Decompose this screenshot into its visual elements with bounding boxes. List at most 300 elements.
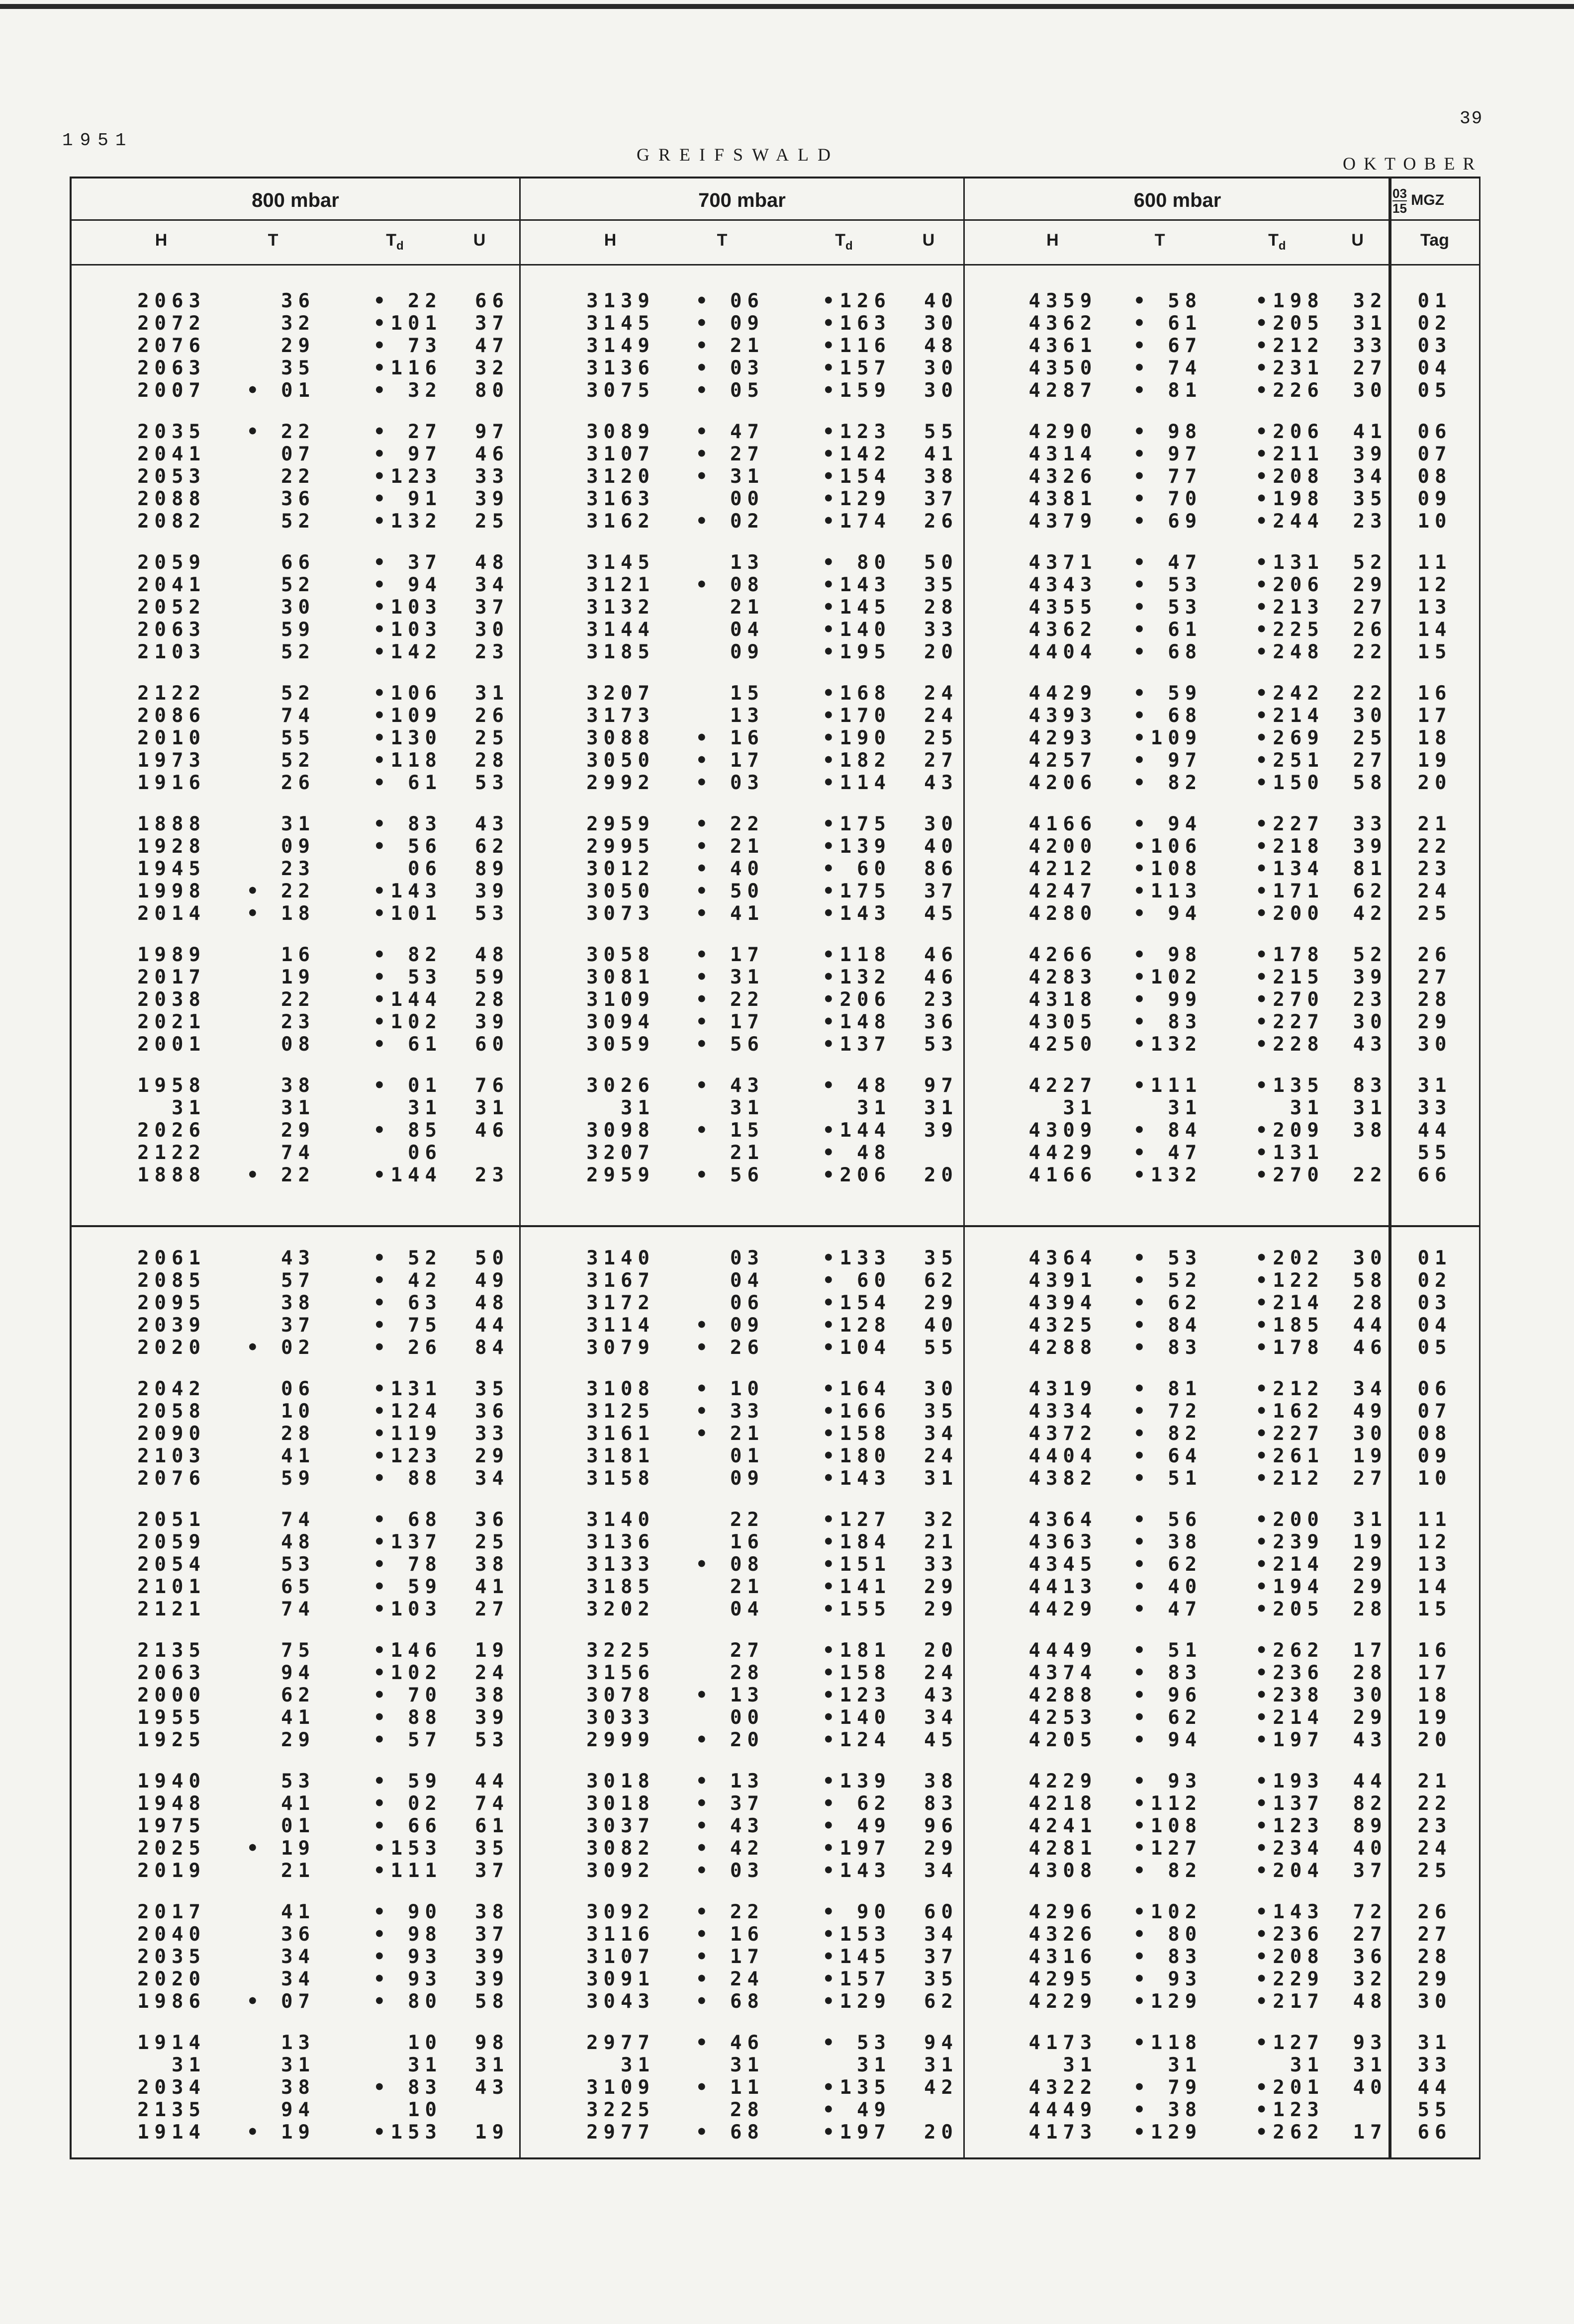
- cell-600-td: •218: [1255, 835, 1324, 858]
- cell-600-t: •102: [1133, 966, 1203, 988]
- cell-600-h: 4325: [1028, 1314, 1098, 1337]
- cell-700-t: • 50: [696, 880, 764, 902]
- cell-600-t: • 53: [1133, 1247, 1203, 1269]
- cell-600-t: •132: [1133, 1033, 1203, 1056]
- table-row: [72, 1640, 1479, 1662]
- cell-800-t: 31: [281, 813, 315, 835]
- cell-800-u: 39: [475, 880, 509, 902]
- table-row: [72, 619, 1479, 641]
- cell-600-u: 30: [1353, 379, 1388, 402]
- table-row: [72, 1662, 1479, 1684]
- cell-700-td: •139: [823, 835, 891, 858]
- cell-700-t: 00: [730, 488, 764, 510]
- cell-700-td: •143: [823, 1467, 891, 1490]
- cell-600-td: •200: [1255, 902, 1324, 925]
- cell-600-t: 31: [1168, 1097, 1203, 1119]
- cell-600-h: 4241: [1028, 1815, 1098, 1837]
- cell-700-u: 27: [924, 749, 958, 772]
- cell-800-td: •123: [373, 1445, 442, 1467]
- cell-700-td: •197: [823, 1837, 891, 1860]
- cell-800-td: 06: [408, 1142, 442, 1164]
- cell-800-t: 13: [281, 2032, 315, 2054]
- cell-600-u: 49: [1353, 1400, 1388, 1423]
- cell-700-td: •129: [823, 1990, 891, 2013]
- cell-600-u: 93: [1353, 2032, 1388, 2054]
- cell-800-td: 06: [408, 858, 442, 880]
- cell-800-t: 38: [281, 1074, 315, 1097]
- cell-700-h: 3109: [586, 2076, 655, 2099]
- table-row: [72, 466, 1479, 488]
- cell-tag: 09: [1417, 488, 1452, 510]
- cell-700-h: 3089: [586, 421, 655, 443]
- cell-600-u: 33: [1353, 335, 1388, 357]
- cell-700-h: 3140: [586, 1509, 655, 1531]
- cell-700-h: 3125: [586, 1400, 655, 1423]
- cell-800-u: 43: [475, 813, 509, 835]
- cell-600-t: • 94: [1133, 902, 1203, 925]
- cell-tag: 15: [1417, 641, 1452, 663]
- cell-700-u: 41: [924, 443, 958, 465]
- cell-800-h: 2010: [137, 727, 206, 749]
- cell-700-td: •153: [823, 1923, 891, 1946]
- cell-700-t: • 22: [696, 1901, 764, 1923]
- cell-600-h: 4429: [1028, 682, 1098, 705]
- cell-800-t: 36: [281, 1923, 315, 1946]
- sounding-table: [70, 177, 1481, 2159]
- cell-tag: 13: [1417, 1553, 1452, 1576]
- cell-700-h: 3136: [586, 357, 655, 379]
- table-row: [72, 2122, 1479, 2144]
- cell-600-u: 29: [1353, 1553, 1388, 1576]
- cell-700-u: 33: [924, 619, 958, 641]
- table-row: [72, 2077, 1479, 2099]
- cell-700-t: • 17: [696, 749, 764, 772]
- cell-800-h: 1955: [137, 1706, 206, 1729]
- cell-600-t: • 80: [1133, 1923, 1203, 1946]
- cell-700-h: 3082: [586, 1837, 655, 1860]
- cell-700-t: • 11: [696, 2076, 764, 2099]
- cell-800-h: 2017: [137, 966, 206, 988]
- cell-700-h: 2992: [586, 772, 655, 794]
- cell-700-u: 48: [924, 335, 958, 357]
- cell-600-h: 4229: [1028, 1990, 1098, 2013]
- cell-600-h: 4449: [1028, 1639, 1098, 1662]
- cell-tag: 23: [1417, 858, 1452, 880]
- cell-600-t: • 93: [1133, 1770, 1203, 1792]
- cell-600-td: •234: [1255, 1837, 1324, 1860]
- cell-800-td: • 22: [373, 290, 442, 312]
- cell-tag: 31: [1417, 1074, 1452, 1097]
- cell-700-td: •143: [823, 1860, 891, 1882]
- cell-600-t: • 82: [1133, 772, 1203, 794]
- cell-800-h: 1989: [137, 944, 206, 966]
- cell-tag: 10: [1417, 1467, 1452, 1490]
- cell-700-h: 2995: [586, 835, 655, 858]
- cell-600-td: •213: [1255, 596, 1324, 619]
- cell-700-u: 29: [924, 1598, 958, 1620]
- cell-800-td: •153: [373, 2121, 442, 2144]
- cell-600-u: 39: [1353, 835, 1388, 858]
- table-row: [72, 511, 1479, 533]
- cell-600-h: 4429: [1028, 1142, 1098, 1164]
- cell-700-u: 86: [924, 858, 958, 880]
- cell-600-u: 19: [1353, 1531, 1388, 1553]
- cell-800-u: 32: [475, 357, 509, 379]
- cell-800-t: 22: [281, 465, 315, 488]
- cell-800-h: 2034: [137, 2076, 206, 2099]
- cell-600-u: 22: [1353, 641, 1388, 663]
- cell-800-t: • 19: [247, 1837, 315, 1860]
- cell-700-td: • 60: [823, 1269, 891, 1292]
- table-row: [72, 1815, 1479, 1837]
- cell-tag: 02: [1417, 312, 1452, 335]
- cell-700-u: 37: [924, 1946, 958, 1968]
- cell-tag: 10: [1417, 510, 1452, 533]
- cell-800-td: •142: [373, 641, 442, 663]
- cell-tag: 04: [1417, 1314, 1452, 1337]
- cell-700-td: •159: [823, 379, 891, 402]
- cell-700-t: • 42: [696, 1837, 764, 1860]
- cell-600-td: •208: [1255, 1946, 1324, 1968]
- cell-600-h: 4212: [1028, 858, 1098, 880]
- cell-700-td: •137: [823, 1033, 891, 1056]
- cell-700-u: 20: [924, 1164, 958, 1186]
- cell-600-u: 19: [1353, 1445, 1388, 1467]
- cell-700-u: 30: [924, 357, 958, 379]
- cell-700-u: 24: [924, 1662, 958, 1684]
- cell-600-t: • 84: [1133, 1314, 1203, 1337]
- cell-800-h: 2020: [137, 1337, 206, 1359]
- cell-800-h: 2076: [137, 335, 206, 357]
- cell-800-td: • 42: [373, 1269, 442, 1292]
- cell-600-td: •171: [1255, 880, 1324, 902]
- cell-700-td: •116: [823, 335, 891, 357]
- cell-800-t: 26: [281, 772, 315, 794]
- cell-700-td: •132: [823, 966, 891, 988]
- cell-800-td: • 83: [373, 2076, 442, 2099]
- cell-700-td: •141: [823, 1576, 891, 1598]
- cell-800-h: 1928: [137, 835, 206, 858]
- cell-800-td: • 01: [373, 1074, 442, 1097]
- cell-700-t: 06: [730, 1292, 764, 1314]
- cell-800-td: • 59: [373, 1576, 442, 1598]
- cell-800-td: •103: [373, 619, 442, 641]
- cell-600-u: 34: [1353, 465, 1388, 488]
- cell-600-h: 4280: [1028, 902, 1098, 925]
- cell-600-td: •205: [1255, 312, 1324, 335]
- cell-800-h: 31: [172, 1097, 206, 1119]
- cell-800-u: 80: [475, 379, 509, 402]
- cell-800-td: •123: [373, 465, 442, 488]
- cell-800-t: 75: [281, 1639, 315, 1662]
- cell-800-h: 2000: [137, 1684, 206, 1706]
- cell-800-td: • 27: [373, 421, 442, 443]
- cell-800-u: 43: [475, 2076, 509, 2099]
- cell-600-td: •214: [1255, 1292, 1324, 1314]
- cell-700-u: 24: [924, 1445, 958, 1467]
- cell-700-u: 40: [924, 835, 958, 858]
- cell-800-u: 37: [475, 1860, 509, 1882]
- group-header-600: 600 mbar: [1133, 189, 1221, 211]
- cell-700-t: • 03: [696, 357, 764, 379]
- cell-600-u: 23: [1353, 988, 1388, 1011]
- cell-800-t: • 22: [247, 1164, 315, 1186]
- cell-800-u: 28: [475, 749, 509, 772]
- cell-600-u: 36: [1353, 1946, 1388, 1968]
- cell-800-u: 53: [475, 1729, 509, 1751]
- cell-700-td: •140: [823, 1706, 891, 1729]
- cell-600-u: 52: [1353, 944, 1388, 966]
- cell-600-t: • 77: [1133, 465, 1203, 488]
- table-row: [72, 727, 1479, 749]
- cell-800-u: 34: [475, 1467, 509, 1490]
- cell-700-td: • 49: [823, 1815, 891, 1837]
- cell-800-u: 39: [475, 1706, 509, 1729]
- cell-600-t: • 53: [1133, 574, 1203, 596]
- cell-600-t: •109: [1133, 727, 1203, 749]
- cell-800-td: • 85: [373, 1119, 442, 1142]
- cell-800-u: 59: [475, 966, 509, 988]
- cell-700-u: 34: [924, 1860, 958, 1882]
- cell-700-h: 3050: [586, 749, 655, 772]
- cell-800-h: 2086: [137, 705, 206, 727]
- cell-tag: 33: [1417, 2054, 1452, 2076]
- cell-tag: 21: [1417, 813, 1452, 835]
- cell-600-t: • 83: [1133, 1662, 1203, 1684]
- cell-700-u: 83: [924, 1792, 958, 1815]
- cell-600-t: • 83: [1133, 1337, 1203, 1359]
- cell-600-t: • 81: [1133, 1378, 1203, 1400]
- cell-600-u: 44: [1353, 1770, 1388, 1792]
- cell-600-u: 23: [1353, 510, 1388, 533]
- cell-600-t: •106: [1133, 835, 1203, 858]
- cell-800-t: 38: [281, 1292, 315, 1314]
- cell-800-td: • 37: [373, 551, 442, 574]
- col-header-800-t: T: [268, 231, 278, 250]
- cell-800-t: 38: [281, 2076, 315, 2099]
- cell-700-u: 94: [924, 2032, 958, 2054]
- cell-600-h: 4404: [1028, 641, 1098, 663]
- cell-800-t: 53: [281, 1553, 315, 1576]
- cell-600-td: •131: [1255, 551, 1324, 574]
- cell-600-t: • 83: [1133, 1011, 1203, 1033]
- cell-tag: 09: [1417, 1445, 1452, 1467]
- table-row: [72, 358, 1479, 379]
- cell-600-u: 32: [1353, 290, 1388, 312]
- cell-600-td: •201: [1255, 2076, 1324, 2099]
- cell-700-u: 23: [924, 988, 958, 1011]
- cell-800-h: 1975: [137, 1815, 206, 1837]
- cell-700-h: 3163: [586, 488, 655, 510]
- cell-600-u: 46: [1353, 1337, 1388, 1359]
- cell-700-u: 45: [924, 902, 958, 925]
- cell-700-u: 38: [924, 465, 958, 488]
- cell-600-u: 29: [1353, 574, 1388, 596]
- cell-tag: 20: [1417, 1729, 1452, 1751]
- cell-700-t: • 47: [696, 421, 764, 443]
- cell-600-h: 4393: [1028, 705, 1098, 727]
- cell-800-t: 52: [281, 574, 315, 596]
- cell-700-u: 62: [924, 1269, 958, 1292]
- cell-700-h: 3107: [586, 443, 655, 465]
- table-row: [72, 1164, 1479, 1186]
- cell-800-h: 2058: [137, 1400, 206, 1423]
- cell-600-td: •178: [1255, 944, 1324, 966]
- cell-800-t: • 19: [247, 2121, 315, 2144]
- cell-600-t: • 62: [1133, 1706, 1203, 1729]
- cell-700-u: 20: [924, 1639, 958, 1662]
- cell-800-t: 41: [281, 1901, 315, 1923]
- cell-600-u: 83: [1353, 1074, 1388, 1097]
- cell-600-u: 43: [1353, 1033, 1388, 1056]
- cell-tag: 11: [1417, 551, 1452, 574]
- cell-700-u: 35: [924, 1968, 958, 1990]
- table-row: [72, 1315, 1479, 1337]
- cell-tag: 23: [1417, 1815, 1452, 1837]
- cell-600-u: 30: [1353, 1423, 1388, 1445]
- cell-800-t: 31: [281, 2054, 315, 2076]
- cell-700-t: • 17: [696, 1946, 764, 1968]
- cell-600-h: 4361: [1028, 335, 1098, 357]
- cell-700-h: 3202: [586, 1598, 655, 1620]
- cell-600-td: •242: [1255, 682, 1324, 705]
- cell-600-h: 4326: [1028, 465, 1098, 488]
- table-row: [72, 641, 1479, 663]
- cell-800-t: 62: [281, 1684, 315, 1706]
- cell-700-u: 45: [924, 1729, 958, 1751]
- cell-800-td: •131: [373, 1378, 442, 1400]
- top-rule: [0, 4, 1574, 9]
- cell-800-td: • 70: [373, 1684, 442, 1706]
- cell-700-u: 43: [924, 1684, 958, 1706]
- cell-tag: 19: [1417, 1706, 1452, 1729]
- cell-700-h: 3018: [586, 1792, 655, 1815]
- cell-600-u: 39: [1353, 443, 1388, 465]
- cell-700-h: 3167: [586, 1269, 655, 1292]
- cell-600-u: 82: [1353, 1792, 1388, 1815]
- table-row: [72, 1011, 1479, 1033]
- cell-tag: 07: [1417, 1400, 1452, 1423]
- cell-800-td: • 80: [373, 1990, 442, 2013]
- cell-700-td: •148: [823, 1011, 891, 1033]
- cell-600-u: 30: [1353, 1011, 1388, 1033]
- cell-800-u: 53: [475, 772, 509, 794]
- cell-700-h: 3120: [586, 465, 655, 488]
- cell-800-td: • 63: [373, 1292, 442, 1314]
- cell-600-t: •108: [1133, 858, 1203, 880]
- cell-700-t: 13: [730, 705, 764, 727]
- cell-700-t: 04: [730, 1598, 764, 1620]
- cell-700-t: • 43: [696, 1815, 764, 1837]
- cell-800-t: 41: [281, 1792, 315, 1815]
- cell-700-h: 3073: [586, 902, 655, 925]
- cell-600-td: •227: [1255, 1011, 1324, 1033]
- cell-800-t: 65: [281, 1576, 315, 1598]
- cell-800-t: 59: [281, 1467, 315, 1490]
- cell-tag: 25: [1417, 1860, 1452, 1882]
- cell-700-t: 31: [730, 2054, 764, 2076]
- cell-700-td: •182: [823, 749, 891, 772]
- cell-700-h: 2999: [586, 1729, 655, 1751]
- table-row: [72, 1924, 1479, 1946]
- cell-600-u: 38: [1353, 1119, 1388, 1142]
- cell-700-u: 50: [924, 551, 958, 574]
- cell-700-t: • 56: [696, 1033, 764, 1056]
- cell-800-h: 2052: [137, 596, 206, 619]
- mgz-label: MGZ: [1411, 191, 1444, 208]
- cell-800-t: • 07: [247, 1990, 315, 2013]
- cell-tag: 18: [1417, 727, 1452, 749]
- cell-800-h: 2063: [137, 357, 206, 379]
- cell-tag: 44: [1417, 1119, 1452, 1142]
- cell-700-h: 3092: [586, 1860, 655, 1882]
- cell-800-td: • 02: [373, 1792, 442, 1815]
- cell-700-u: 37: [924, 488, 958, 510]
- cell-800-t: 55: [281, 727, 315, 749]
- cell-600-t: • 51: [1133, 1639, 1203, 1662]
- cell-700-h: 3121: [586, 574, 655, 596]
- cell-600-h: 4345: [1028, 1553, 1098, 1576]
- cell-600-h: 4288: [1028, 1684, 1098, 1706]
- col-header-700-td: $T_d$: [835, 231, 853, 253]
- cell-600-h: 4250: [1028, 1033, 1098, 1056]
- col-header-800-td: $T_d$: [386, 231, 404, 253]
- cell-600-t: • 81: [1133, 379, 1203, 402]
- cell-tag: 18: [1417, 1684, 1452, 1706]
- cell-600-h: 4449: [1028, 2099, 1098, 2121]
- cell-800-h: 2072: [137, 312, 206, 335]
- cell-600-u: 89: [1353, 1815, 1388, 1837]
- cell-800-t: 43: [281, 1247, 315, 1269]
- cell-700-t: 22: [730, 1509, 764, 1531]
- table-row: [72, 574, 1479, 596]
- cell-600-t: • 70: [1133, 488, 1203, 510]
- cell-700-h: 3207: [586, 1142, 655, 1164]
- col-header-800-h: H: [155, 231, 168, 250]
- cell-800-t: 08: [281, 1033, 315, 1056]
- cell-800-t: 74: [281, 1509, 315, 1531]
- cell-tag: 12: [1417, 574, 1452, 596]
- table-row: [72, 967, 1479, 988]
- cell-700-u: 35: [924, 1247, 958, 1269]
- cell-700-td: •142: [823, 443, 891, 465]
- cell-800-u: 30: [475, 619, 509, 641]
- cell-600-u: 31: [1353, 1097, 1388, 1119]
- cell-700-h: 3081: [586, 966, 655, 988]
- cell-800-t: 53: [281, 1770, 315, 1792]
- cell-800-u: 61: [475, 1815, 509, 1837]
- cell-600-u: 35: [1353, 488, 1388, 510]
- cell-tag: 28: [1417, 988, 1452, 1011]
- cell-800-u: 35: [475, 1378, 509, 1400]
- cell-800-h: 1973: [137, 749, 206, 772]
- cell-700-h: 3145: [586, 551, 655, 574]
- cell-700-t: 13: [730, 551, 764, 574]
- cell-800-h: 2041: [137, 443, 206, 465]
- cell-700-td: •206: [823, 1164, 891, 1186]
- cell-600-td: •270: [1255, 988, 1324, 1011]
- cell-800-td: • 59: [373, 1770, 442, 1792]
- cell-800-u: 49: [475, 1269, 509, 1292]
- cell-800-h: 1986: [137, 1990, 206, 2013]
- cell-700-u: 55: [924, 1337, 958, 1359]
- cell-600-td: •248: [1255, 641, 1324, 663]
- cell-700-t: • 26: [696, 1337, 764, 1359]
- header-rule-1: [72, 219, 1479, 221]
- cell-800-u: 31: [475, 2054, 509, 2076]
- cell-800-td: •102: [373, 1662, 442, 1684]
- cell-tag: 02: [1417, 1269, 1452, 1292]
